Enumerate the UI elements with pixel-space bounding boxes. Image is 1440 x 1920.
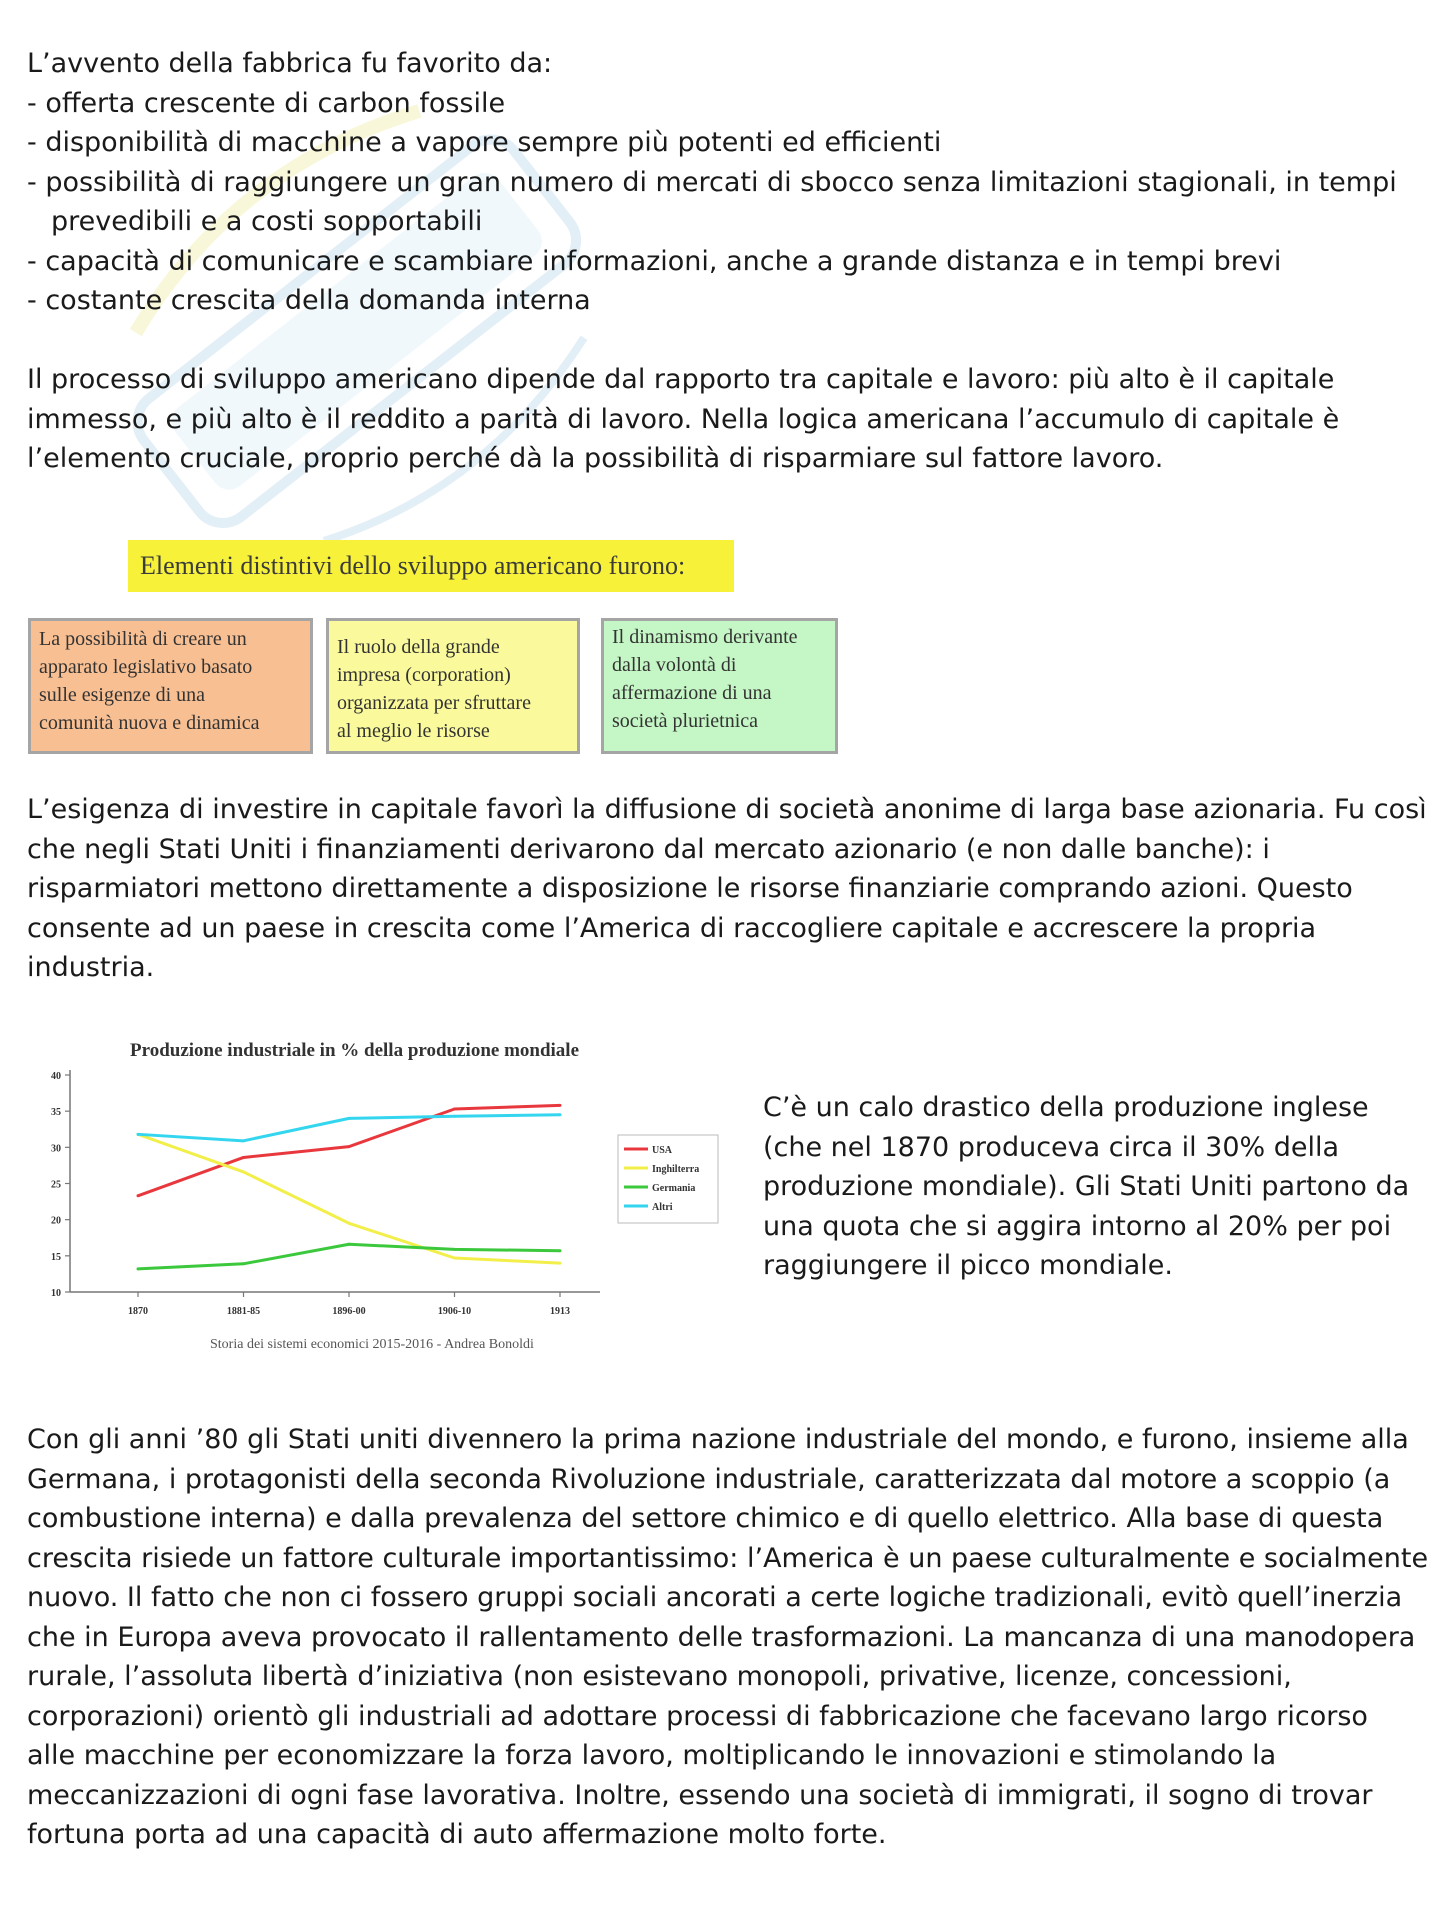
legend-label: Inghilterra: [652, 1164, 700, 1175]
y-tick-label: 30: [51, 1143, 61, 1155]
paragraph-stock-market: [27, 790, 1427, 988]
intro-section: [27, 44, 1427, 321]
paragraph-line: Il processo di sviluppo americano dipende dal rapporto tra capitale e lavoro: più alto è il capitale: [27, 364, 1335, 395]
data-point-usa: [348, 1145, 351, 1148]
chart-legend: [618, 1135, 718, 1223]
data-point-altri: [137, 1133, 140, 1136]
paragraph-line: l’elemento cruciale, proprio perché dà la possibilità di risparmiare sul fattore lavoro.: [27, 443, 1164, 474]
paragraph-line: Con gli anni ’80 gli Stati uniti divennero la prima nazione industriale del mondo, e furono, insieme alla: [27, 1424, 1409, 1455]
series-line-germania: [138, 1244, 560, 1269]
data-point-inghilterra: [453, 1257, 456, 1260]
paragraph-line: meccanizzazioni di ogni fase lavorativa. Inoltre, essendo una società di immigrati, il sogno di trovar: [27, 1779, 1373, 1811]
data-point-usa: [559, 1104, 562, 1107]
box-line: comunità nuova e dinamica: [39, 712, 260, 734]
box-line: organizzata per sfruttare: [337, 692, 531, 714]
paragraph-line: produzione mondiale). Gli Stati Uniti partono da: [763, 1171, 1410, 1202]
paragraph-line: raggiungere il picco mondiale.: [763, 1250, 1173, 1281]
paragraph-line: industria.: [27, 952, 155, 983]
data-point-inghilterra: [559, 1262, 562, 1265]
list-item: - offerta crescente di carbon fossile: [27, 87, 506, 119]
data-point-usa: [242, 1156, 245, 1159]
chart-caption: Storia dei sistemi economici 2015-2016 - Andrea Bonoldi: [210, 1337, 534, 1352]
paragraph-line: risparmiatori mettono direttamente a disposizione le risorse finanziarie comprando azioni. Questo: [27, 873, 1353, 904]
list-item: - possibilità di raggiungere un gran numero di mercati di sbocco senza limitazioni stagionali, in tempi: [27, 166, 1397, 198]
paragraph-line: Germana, i protagonisti della seconda Rivoluzione industriale, caratterizzata dal motore a scoppio (a: [27, 1463, 1391, 1495]
box-line: dalla volontà di: [612, 654, 737, 676]
x-tick-label: 1881-85: [226, 1306, 261, 1317]
data-point-altri: [559, 1113, 562, 1116]
box-line: Il ruolo della grande: [337, 636, 500, 658]
paragraph-line: nuovo. Il fatto che non ci fossero gruppi sociali ancorati a certe logiche tradizionali, evitò quell’inerzia: [27, 1582, 1403, 1613]
paragraph-capital-labour: [27, 360, 1427, 479]
legend-label: USA: [652, 1145, 673, 1156]
data-point-germania: [137, 1267, 140, 1270]
y-tick-label: 20: [51, 1215, 61, 1227]
paragraph-line: che in Europa aveva provocato il rallentamento delle trasformazioni. La mancanza di una manodopera: [27, 1621, 1416, 1653]
box-line: Il dinamismo derivante: [612, 626, 798, 648]
paragraph-line: L’esigenza di investire in capitale favorì la diffusione di società anonime di larga base azionaria. Fu così: [27, 794, 1427, 825]
diagram-box-dynamism: [601, 618, 838, 754]
x-tick-label: 1906-10: [437, 1306, 472, 1317]
data-point-altri: [242, 1139, 245, 1142]
paragraph-line: C’è un calo drastico della produzione inglese: [763, 1092, 1369, 1123]
x-tick-label: 1896-00: [332, 1306, 366, 1317]
paragraph-second-revolution: [27, 1420, 1427, 1855]
box-line: La possibilità di creare un: [39, 628, 247, 650]
list-item: - disponibilità di macchine a vapore sempre più potenti ed efficienti: [27, 127, 942, 158]
data-point-inghilterra: [348, 1222, 351, 1225]
list-item-continuation: prevedibili e a costi sopportabili: [51, 206, 483, 237]
intro-heading: L’avvento della fabbrica fu favorito da:: [27, 48, 553, 79]
data-point-altri: [348, 1117, 351, 1120]
list-item: - capacità di comunicare e scambiare informazioni, anche a grande distanza e in tempi brevi: [27, 245, 1282, 277]
paragraph-line: che negli Stati Uniti i finanziamenti derivarono dal mercato azionario (e non dalle banche): i: [27, 833, 1270, 865]
box-line: società plurietnica: [612, 710, 759, 732]
data-point-germania: [559, 1249, 562, 1252]
chart-commentary: [763, 1088, 1433, 1286]
paragraph-line: corporazioni) orientò gli industriali ad adottare processi di fabbricazione che facevano largo ricorso: [27, 1700, 1368, 1732]
y-tick-label: 40: [51, 1071, 61, 1082]
legend-label: Altri: [652, 1202, 673, 1213]
paragraph-line: alle macchine per economizzare la forza lavoro, moltiplicando le innovazioni e stimolando la: [27, 1740, 1277, 1771]
paragraph-line: immesso, e più alto è il reddito a parità di lavoro. Nella logica americana l’accumulo di capitale è: [27, 403, 1340, 435]
x-tick-label: 1913: [550, 1306, 570, 1317]
diagram-box-legislation: [28, 618, 313, 754]
data-point-germania: [242, 1262, 245, 1265]
data-point-germania: [453, 1248, 456, 1251]
paragraph-line: fortuna porta ad una capacità di auto affermazione molto forte.: [27, 1819, 887, 1850]
box-line: sulle esigenze di una: [39, 684, 206, 706]
box-line: affermazione di una: [612, 682, 772, 704]
y-tick-label: 15: [51, 1251, 61, 1263]
paragraph-line: una quota che si aggira intorno al 20% per poi: [763, 1210, 1392, 1242]
diagram-box-corporation: [326, 618, 580, 754]
chart-title: Produzione industriale in % della produzione mondiale: [130, 1040, 580, 1061]
data-point-usa: [137, 1194, 140, 1197]
paragraph-line: combustione interna) e dalla prevalenza del settore chimico e di quello elettrico. Alla base di questa: [27, 1503, 1384, 1534]
paragraph-line: rurale, l’assoluta libertà d’iniziativa (non esistevano monopoli, privative, licenze, concessioni,: [27, 1661, 1292, 1692]
paragraph-line: (che nel 1870 produceva circa il 30% della: [763, 1131, 1340, 1163]
data-point-usa: [453, 1107, 456, 1110]
data-point-inghilterra: [242, 1170, 245, 1173]
paragraph-line: crescita risiede un fattore culturale importantissimo: l’America è un paese culturalmente e socialmente: [27, 1542, 1429, 1574]
box-line: apparato legislativo basato: [39, 656, 253, 678]
y-tick-label: 35: [51, 1107, 61, 1119]
data-point-germania: [348, 1243, 351, 1246]
y-tick-label: 25: [51, 1179, 61, 1191]
box-line: impresa (corporation): [337, 664, 511, 686]
chart-series: [137, 1104, 562, 1270]
y-tick-label: 10: [51, 1288, 61, 1299]
list-item: - costante crescita della domanda interna: [27, 285, 591, 316]
data-point-altri: [453, 1115, 456, 1118]
box-line: al meglio le risorse: [337, 720, 490, 742]
x-tick-label: 1870: [128, 1306, 148, 1317]
diagram-heading: Elementi distintivi dello sviluppo americano furono:: [128, 540, 734, 592]
legend-label: Germania: [652, 1183, 696, 1194]
paragraph-line: consente ad un paese in crescita come l’America di raccogliere capitale e accrescere la propria: [27, 912, 1317, 944]
production-line-chart: [40, 1030, 740, 1360]
